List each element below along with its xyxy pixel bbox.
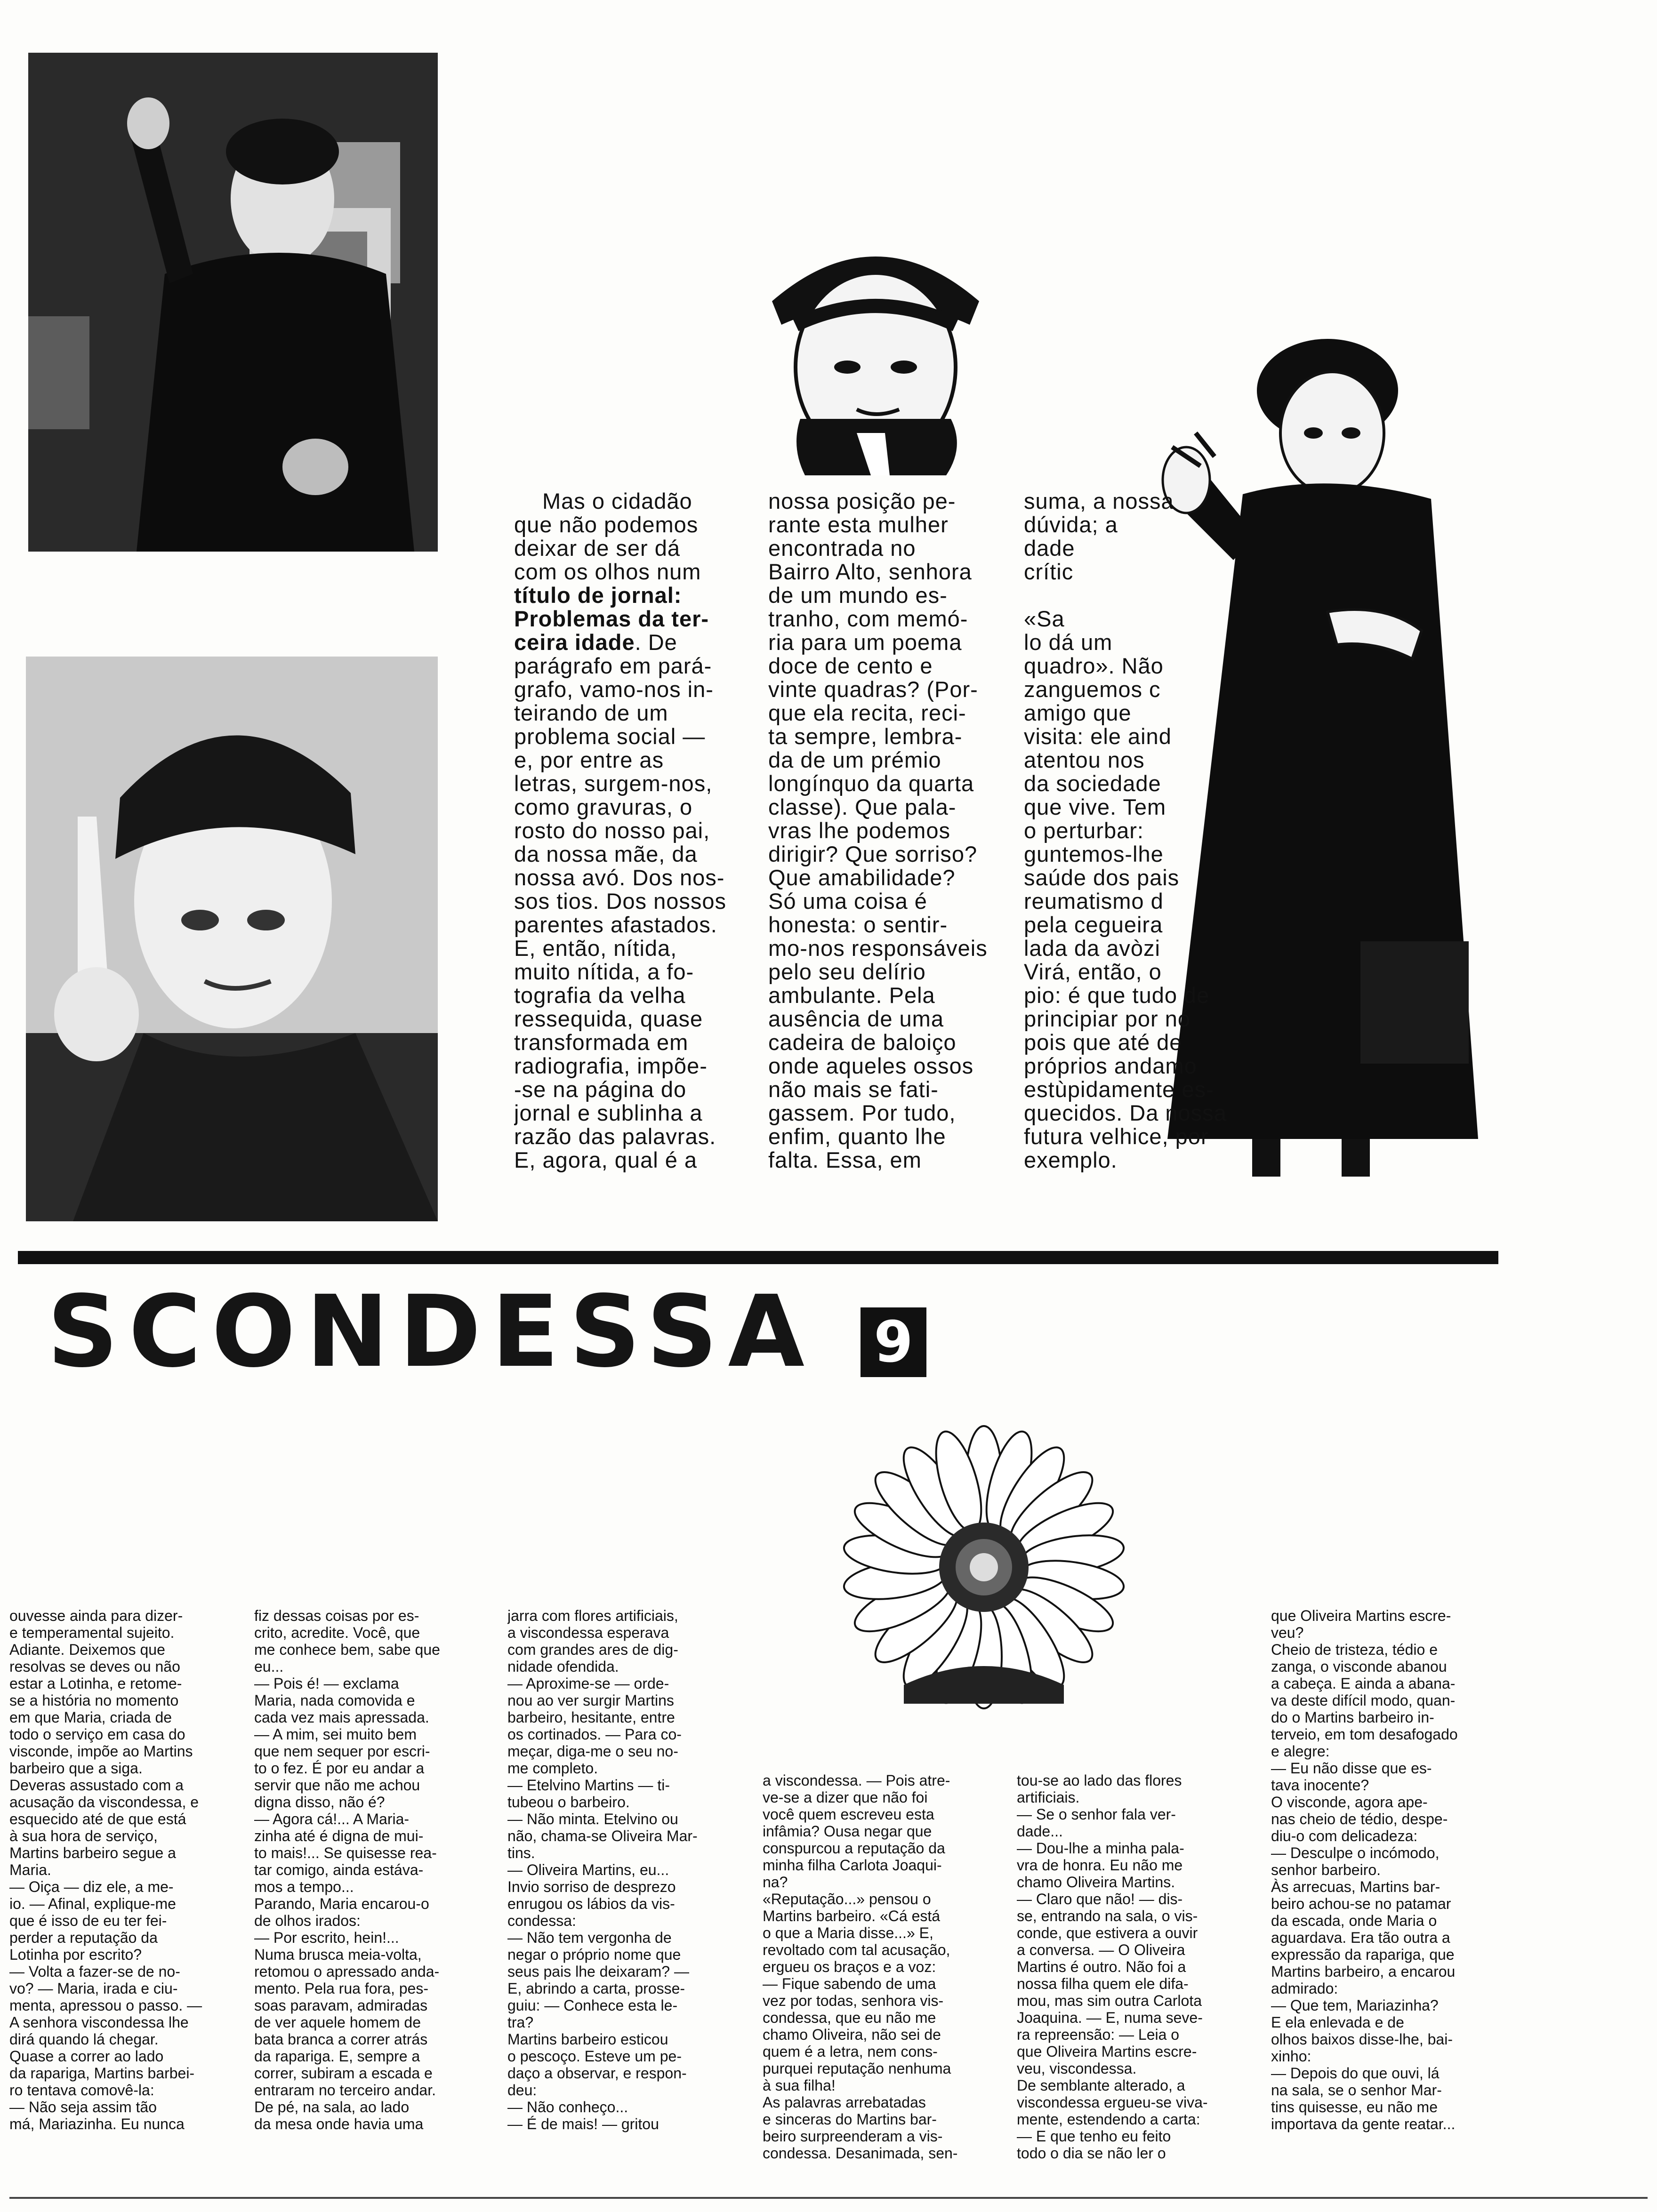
- sunflower-icon: [833, 1421, 1134, 1723]
- text-line: reumatismo d: [1024, 889, 1164, 914]
- text-line: Martins barbeiro, a encarou: [1271, 1963, 1456, 1980]
- bold-title: ceira idade: [514, 630, 635, 655]
- text-line: — É de mais! — gritou: [507, 2116, 659, 2132]
- article-column-3: [1024, 489, 1236, 1224]
- text-line: razão das palavras.: [514, 1124, 716, 1149]
- text-line: deixar de ser dá: [514, 536, 681, 561]
- text-line: — Não seja assim tão: [9, 2099, 157, 2116]
- text-line: de ver aquele homem de: [254, 2014, 421, 2031]
- story-column-2: [254, 1607, 475, 2186]
- text-line: veu?: [1271, 1624, 1304, 1641]
- text-line: tra?: [507, 2014, 534, 2031]
- text-line: Bairro Alto, senhora: [768, 559, 972, 584]
- text-line: na sala, se o senhor Mar-: [1271, 2082, 1442, 2099]
- bottom-rule: [9, 2197, 1648, 2199]
- text-line: correr, subiram a escada e: [254, 2065, 433, 2082]
- photo-woman-waving: [28, 53, 438, 552]
- text-line: Quase a correr ao lado: [9, 2048, 164, 2065]
- text-line: olhos baixos disse-lhe, bai-: [1271, 2031, 1453, 2048]
- text-line: tubeou o barbeiro.: [507, 1794, 630, 1811]
- bold-title: Problemas da ter-: [514, 606, 709, 631]
- text-line: do o Martins barbeiro in-: [1271, 1709, 1434, 1726]
- text-line: se, entrando na sala, o vis-: [1017, 1907, 1198, 1924]
- story-column-6: [1271, 1607, 1492, 2186]
- text-line: Maria, nada comovida e: [254, 1692, 415, 1709]
- text-line: Joaquina. — E, numa seve-: [1017, 2009, 1203, 2026]
- text-line: os cortinados. — Para co-: [507, 1726, 682, 1743]
- text-line: e, por entre as: [514, 747, 664, 772]
- text-line: de olhos irados:: [254, 1912, 361, 1929]
- text-line: io. — Afinal, explique-me: [9, 1895, 176, 1912]
- text-line: crític: [1024, 559, 1074, 584]
- text-line-bold: [514, 607, 733, 631]
- text-line: sos tios. Dos nossos: [514, 889, 727, 914]
- text-line: vras lhe podemos: [768, 818, 950, 843]
- text-line: beiro achou-se no patamar: [1271, 1895, 1451, 1912]
- text-line: — Por escrito, hein!...: [254, 1929, 399, 1946]
- text-line: vinte quadras? (Por-: [768, 677, 978, 702]
- text-line: estar a Lotinha, e retome-: [9, 1675, 182, 1692]
- text-line: acusação da viscondessa, e: [9, 1794, 199, 1811]
- text-line: vez por todas, senhora vis-: [763, 1992, 944, 2009]
- text-line: como gravuras, o: [514, 794, 693, 819]
- text-line: — Pois é! — exclama: [254, 1675, 399, 1692]
- text-line: chamo Oliveira Martins.: [1017, 1874, 1175, 1891]
- text-line: ergueu os braços e a voz:: [763, 1958, 936, 1975]
- text-line: honesta: o sentir-: [768, 912, 948, 937]
- text-line: futura velhice, por: [1024, 1124, 1209, 1149]
- text-line: estùpidamente es-: [1024, 1077, 1214, 1102]
- text-line: Martins é outro. Não foi a: [1017, 1958, 1186, 1975]
- text-line: aguardava. Era tão outra a: [1271, 1929, 1450, 1946]
- text-line: digna disso, não é?: [254, 1794, 385, 1811]
- text-line: problema social —: [514, 724, 706, 749]
- text-line: diu-o com delicadeza:: [1271, 1827, 1418, 1844]
- text-line: mente, estendendo a carta:: [1017, 2111, 1200, 2128]
- text-line: jornal e sublinha a: [514, 1100, 703, 1125]
- story-column-4: [763, 1772, 984, 2186]
- text-line: Mas o cidadão: [542, 489, 692, 513]
- text-line: expressão da rapariga, que: [1271, 1946, 1455, 1963]
- text-line: — Claro que não! — dis-: [1017, 1891, 1183, 1907]
- text-line: — Não conheço...: [507, 2099, 628, 2116]
- text-line: De pé, na sala, ao lado: [254, 2099, 410, 2116]
- text-line: visita: ele aind: [1024, 724, 1172, 749]
- text-line: fiz dessas coisas por es-: [254, 1607, 419, 1624]
- text-line: — Fique sabendo de uma: [763, 1975, 936, 1992]
- text-line: soas paravam, admiradas: [254, 1997, 428, 2014]
- text-line: a viscondessa. — Pois atre-: [763, 1772, 950, 1789]
- text-line: lada da avòzi: [1024, 936, 1160, 961]
- text-line: mos a tempo...: [254, 1878, 354, 1895]
- text-line-bold: [514, 584, 733, 607]
- text-line: nou ao ver surgir Martins: [507, 1692, 674, 1709]
- text-line: quem é a letra, nem cons-: [763, 2043, 938, 2060]
- text-line: Martins barbeiro esticou: [507, 2031, 668, 2048]
- text-line: da de um prémio: [768, 747, 941, 772]
- text-line: Deveras assustado com a: [9, 1777, 184, 1794]
- text-line: [1024, 584, 1236, 607]
- text-line: Só uma coisa é: [768, 889, 927, 914]
- text-line: E, então, nítida,: [514, 936, 677, 961]
- text-line: E ela enlevada e de: [1271, 2014, 1404, 2031]
- text-line: suma, a nossa: [1024, 489, 1174, 513]
- text-line: Virá, então, o: [1024, 959, 1162, 984]
- text-line: ro tentava comovê-la:: [9, 2082, 154, 2099]
- text-line: com os olhos num: [514, 559, 701, 584]
- text-line: se a história no momento: [9, 1692, 179, 1709]
- text-line: Numa brusca meia-volta,: [254, 1946, 422, 1963]
- text-line: — Dou-lhe a minha pala-: [1017, 1840, 1184, 1857]
- text-line: nas cheio de tédio, despe-: [1271, 1811, 1448, 1827]
- text-line: meçar, diga-me o seu no-: [507, 1743, 678, 1760]
- text-line: pio: é que tudo de: [1024, 983, 1210, 1008]
- text-line: a viscondessa esperava: [507, 1624, 669, 1641]
- text-line: daço a observar, e respon-: [507, 2065, 687, 2082]
- text-line: todo o serviço em casa do: [9, 1726, 185, 1743]
- text-line: não mais se fati-: [768, 1077, 939, 1102]
- text-line: — Oliveira Martins, eu...: [507, 1861, 669, 1878]
- text-line: — Depois do que ouvi, lá: [1271, 2065, 1440, 2082]
- text-line-bold: [514, 631, 733, 654]
- text-line: nossa posição pe-: [768, 489, 956, 513]
- text-line: infâmia? Ousa negar que: [763, 1823, 932, 1840]
- text-line: revoltado com tal acusação,: [763, 1941, 950, 1958]
- text-line: mou, mas sim outra Carlota: [1017, 1992, 1202, 2009]
- story-column-5: [1017, 1772, 1238, 2186]
- bold-title: título de jornal:: [514, 583, 682, 608]
- text-line: lo dá um: [1024, 630, 1113, 655]
- text-line: Lotinha por escrito?: [9, 1946, 142, 1963]
- text-line: tranho, com memó-: [768, 606, 968, 631]
- text-line: visconde, impõe ao Martins: [9, 1743, 193, 1760]
- text-line: à sua hora de serviço,: [9, 1827, 158, 1844]
- text-line: da rapariga, Martins barbei-: [9, 2065, 195, 2082]
- issue-number-badge: 9: [861, 1307, 926, 1377]
- text-line: va deste difícil modo, quan-: [1271, 1692, 1456, 1709]
- text-line: — A mim, sei muito bem: [254, 1726, 417, 1743]
- text-line: — Volta a fazer-se de no-: [9, 1963, 180, 1980]
- text-line: Martins barbeiro. «Cá está: [763, 1907, 941, 1924]
- text-line: — Desculpe o incómodo,: [1271, 1844, 1440, 1861]
- text-line: tografia da velha: [514, 983, 686, 1008]
- text-line: vo? — Maria, irada e ciu-: [9, 1980, 178, 1997]
- text-line: vra de honra. Eu não me: [1017, 1857, 1183, 1874]
- text-line: ria para um poema: [768, 630, 962, 655]
- text-line: ouvesse ainda para dizer-: [9, 1607, 183, 1624]
- text-line: terveio, em tom desafogado: [1271, 1726, 1458, 1743]
- text-line: O visconde, agora ape-: [1271, 1794, 1428, 1811]
- text-line: deu:: [507, 2082, 537, 2099]
- photo-woman-waving-image: [28, 53, 438, 552]
- text-line: — Aproxime-se — orde-: [507, 1675, 669, 1692]
- photo-man-cap-portrait: [763, 212, 989, 475]
- text-line: beiro surpreenderam a vis-: [763, 2128, 943, 2145]
- text-line: — Não tem vergonha de: [507, 1929, 672, 1946]
- text-line: que ela recita, reci-: [768, 700, 966, 725]
- text-line: seus pais lhe deixaram? —: [507, 1963, 689, 1980]
- article-col1-body: [514, 654, 733, 1172]
- story-column-3: [507, 1607, 733, 2186]
- text-line: viscondessa ergueu-se viva-: [1017, 2094, 1208, 2111]
- text-line: saúde dos pais: [1024, 865, 1180, 890]
- text-line: — Etelvino Martins — ti-: [507, 1777, 670, 1794]
- text-line: rante esta mulher: [768, 512, 949, 537]
- text-line: De semblante alterado, a: [1017, 2077, 1185, 2094]
- text-line: próprios andamo: [1024, 1053, 1197, 1078]
- text-line: em que Maria, criada de: [9, 1709, 172, 1726]
- text-line: mento. Pela rua fora, pes-: [254, 1980, 428, 1997]
- text-line: ve-se a dizer que não foi: [763, 1789, 928, 1806]
- text-line: a conversa. — O Oliveira: [1017, 1941, 1185, 1958]
- text-line: zinha até é digna de mui-: [254, 1827, 424, 1844]
- text-line: quadro». Não: [1024, 653, 1164, 678]
- text-line: dirá quando lá chegar.: [9, 2031, 159, 2048]
- text-line: chamo Oliveira, não sei de: [763, 2026, 941, 2043]
- article-column-1: [514, 489, 733, 1224]
- text-line: dirigir? Que sorriso?: [768, 842, 978, 866]
- text-line: perder a reputação da: [9, 1929, 158, 1946]
- section-divider: [18, 1251, 1498, 1264]
- text-line: que não podemos: [514, 512, 699, 537]
- text-line: condessa:: [507, 1912, 576, 1929]
- text-line: guiu: — Conhece esta le-: [507, 1997, 678, 2014]
- text-line: retomou o apressado anda-: [254, 1963, 440, 1980]
- text-line: negar o próprio nome que: [507, 1946, 681, 1963]
- text-line: enrugou os lábios da vis-: [507, 1895, 675, 1912]
- text-line: dade: [1024, 536, 1075, 561]
- text-line: da escada, onde Maria o: [1271, 1912, 1437, 1929]
- text-line: encontrada no: [768, 536, 916, 561]
- text-line: servir que não me achou: [254, 1777, 420, 1794]
- text-fragment: . De: [635, 630, 677, 655]
- text-line: Adiante. Deixemos que: [9, 1641, 165, 1658]
- text-line: nossa avó. Dos nos-: [514, 865, 725, 890]
- text-line: mo-nos responsáveis: [768, 936, 988, 961]
- text-line: que nem sequer por escri-: [254, 1743, 430, 1760]
- text-line: A senhora viscondessa lhe: [9, 2014, 189, 2031]
- text-line: longínquo da quarta: [768, 771, 974, 796]
- text-line: teirando de um: [514, 700, 668, 725]
- text-line: transformada em: [514, 1030, 689, 1055]
- story-column-1: [9, 1607, 231, 2186]
- text-line: a cabeça. E ainda a abana-: [1271, 1675, 1456, 1692]
- text-line: ausência de uma: [768, 1006, 944, 1031]
- text-line: Cheio de tristeza, tédio e: [1271, 1641, 1438, 1658]
- text-line: artificiais.: [1017, 1789, 1080, 1806]
- text-line: Que amabilidade?: [768, 865, 956, 890]
- text-line: — E que tenho eu feito: [1017, 2128, 1171, 2145]
- text-line: esquecido até de que está: [9, 1811, 186, 1827]
- text-line: conde, que estivera a ouvir: [1017, 1924, 1198, 1941]
- text-line: classe). Que pala-: [768, 794, 957, 819]
- text-line: tins quisesse, eu não me: [1271, 2099, 1438, 2116]
- text-line: jarra com flores artificiais,: [507, 1607, 678, 1624]
- text-line: to o fez. É por eu andar a: [254, 1760, 425, 1777]
- text-line: minha filha Carlota Joaqui-: [763, 1857, 942, 1874]
- text-line: e sinceras do Martins bar-: [763, 2111, 937, 2128]
- text-line: que vive. Tem: [1024, 794, 1166, 819]
- text-line: que é isso de eu ter fei-: [9, 1912, 167, 1929]
- text-line: pela cegueira: [1024, 912, 1163, 937]
- text-line: E, abrindo a carta, prosse-: [507, 1980, 685, 1997]
- text-line: e alegre:: [1271, 1743, 1330, 1760]
- text-line: falta. Essa, em: [768, 1147, 922, 1172]
- text-line: tou-se ao lado das flores: [1017, 1772, 1182, 1789]
- text-line: ra repreensão: — Leia o: [1017, 2026, 1180, 2043]
- text-line: parágrafo em pará-: [514, 653, 712, 678]
- text-line: e temperamental sujeito.: [9, 1624, 175, 1641]
- text-line: me conhece bem, sabe que: [254, 1641, 440, 1658]
- text-line: barbeiro que a siga.: [9, 1760, 143, 1777]
- text-line: nossa filha quem ele difa-: [1017, 1975, 1189, 1992]
- text-line: — Oiça — diz ele, a me-: [9, 1878, 174, 1895]
- text-line: na?: [763, 1874, 788, 1891]
- text-line: me completo.: [507, 1760, 598, 1777]
- text-line: -se na página do: [514, 1077, 687, 1102]
- text-line: importava da gente reatar...: [1271, 2116, 1456, 2132]
- photo-man-cap-portrait-image: [763, 212, 989, 475]
- text-line: xinho:: [1271, 2048, 1311, 2065]
- text-line: pois que até de: [1024, 1030, 1182, 1055]
- text-line: Martins barbeiro segue a: [9, 1844, 176, 1861]
- article-column-2: [768, 489, 989, 1224]
- text-line: ta sempre, lembra-: [768, 724, 963, 749]
- text-line: exemplo.: [1024, 1147, 1118, 1172]
- text-line: crito, acredite. Você, que: [254, 1624, 420, 1641]
- text-line: — Não minta. Etelvino ou: [507, 1811, 678, 1827]
- text-line: entraram no terceiro andar.: [254, 2082, 436, 2099]
- text-line: você quem escreveu esta: [763, 1806, 934, 1823]
- text-line: bata branca a correr atrás: [254, 2031, 428, 2048]
- text-line: pelo seu delírio: [768, 959, 926, 984]
- text-line: muito nítida, a fo-: [514, 959, 694, 984]
- text-line: da rapariga. E, sempre a: [254, 2048, 420, 2065]
- text-line: cada vez mais apressada.: [254, 1709, 429, 1726]
- text-line: ressequida, quase: [514, 1006, 703, 1031]
- text-line: todo o dia se não ler o: [1017, 2145, 1166, 2162]
- text-line: o pescoço. Esteve um pe-: [507, 2048, 682, 2065]
- text-line: conspurcou a reputação da: [763, 1840, 945, 1857]
- text-line: parentes afastados.: [514, 912, 717, 937]
- text-line: nidade ofendida.: [507, 1658, 619, 1675]
- text-line: tins.: [507, 1844, 535, 1861]
- text-line: «Sa: [1024, 606, 1065, 631]
- text-line: gassem. Por tudo,: [768, 1100, 956, 1125]
- text-line: radiografia, impõe-: [514, 1053, 708, 1078]
- text-line: Às arrecuas, Martins bar-: [1271, 1878, 1440, 1895]
- text-line: menta, apressou o passo. —: [9, 1997, 202, 2014]
- text-line: admirado:: [1271, 1980, 1338, 1997]
- text-line: enfim, quanto lhe: [768, 1124, 946, 1149]
- text-line: grafo, vamo-nos in-: [514, 677, 714, 702]
- text-line: to mais!... Se quisesse rea-: [254, 1844, 437, 1861]
- text-line: quecidos. Da nossa: [1024, 1100, 1227, 1125]
- text-line: da nossa mãe, da: [514, 842, 698, 866]
- text-line: o que a Maria disse...» E,: [763, 1924, 933, 1941]
- text-line: — Se o senhor fala ver-: [1017, 1806, 1176, 1823]
- text-line: o perturbar:: [1024, 818, 1144, 843]
- photo-man-pointing: [26, 657, 438, 1221]
- text-line: Invio sorriso de desprezo: [507, 1878, 676, 1895]
- text-line: não, chama-se Oliveira Mar-: [507, 1827, 698, 1844]
- text-line: atentou nos: [1024, 747, 1145, 772]
- text-line: com grandes ares de dig-: [507, 1641, 678, 1658]
- text-line: que Oliveira Martins escre-: [1017, 2043, 1197, 2060]
- text-line: E, agora, qual é a: [514, 1147, 698, 1172]
- text-line: cadeira de baloiço: [768, 1030, 957, 1055]
- text-line: condessa. Desanimada, sen-: [763, 2145, 958, 2162]
- text-line: da sociedade: [1024, 771, 1161, 796]
- text-line: que Oliveira Martins escre-: [1271, 1607, 1451, 1624]
- text-line: rosto do nosso pai,: [514, 818, 710, 843]
- sunflower-illustration: [833, 1421, 1134, 1723]
- text-line: da mesa onde havia uma: [254, 2116, 424, 2132]
- text-line: guntemos-lhe: [1024, 842, 1164, 866]
- text-line: principiar por nó: [1024, 1006, 1191, 1031]
- text-line: «Reputação...» pensou o: [763, 1891, 931, 1907]
- text-line: à sua filha!: [763, 2077, 836, 2094]
- text-line: doce de cento e: [768, 653, 933, 678]
- article-col1-intro: [514, 489, 733, 654]
- text-line: de um mundo es-: [768, 583, 948, 608]
- text-line: amigo que: [1024, 700, 1132, 725]
- photo-man-pointing-image: [26, 657, 438, 1221]
- text-line: ambulante. Pela: [768, 983, 935, 1008]
- text-line: eu...: [254, 1658, 284, 1675]
- text-line: tar comigo, ainda estáva-: [254, 1861, 424, 1878]
- text-line: letras, surgem-nos,: [514, 771, 713, 796]
- text-line: resolvas se deves ou não: [9, 1658, 180, 1675]
- headline: SCONDESSA: [47, 1274, 815, 1389]
- text-line: purquei reputação nenhuma: [763, 2060, 951, 2077]
- text-line: veu, viscondessa.: [1017, 2060, 1137, 2077]
- text-line: Maria.: [9, 1861, 51, 1878]
- text-line: Parando, Maria encarou-o: [254, 1895, 429, 1912]
- text-line: tava inocente?: [1271, 1777, 1369, 1794]
- text-line: zanga, o visconde abanou: [1271, 1658, 1447, 1675]
- text-line: dade...: [1017, 1823, 1063, 1840]
- text-line: onde aqueles ossos: [768, 1053, 974, 1078]
- text-line: senhor barbeiro.: [1271, 1861, 1381, 1878]
- text-line: — Agora cá!... A Maria-: [254, 1811, 410, 1827]
- text-line: — Que tem, Mariazinha?: [1271, 1997, 1439, 2014]
- text-line: zanguemos c: [1024, 677, 1161, 702]
- text-line: As palavras arrebatadas: [763, 2094, 926, 2111]
- text-line: condessa, que eu não me: [763, 2009, 936, 2026]
- text-line: má, Mariazinha. Eu nunca: [9, 2116, 185, 2132]
- text-line: dúvida; a: [1024, 512, 1118, 537]
- text-line: barbeiro, hesitante, entre: [507, 1709, 675, 1726]
- text-line: — Eu não disse que es-: [1271, 1760, 1432, 1777]
